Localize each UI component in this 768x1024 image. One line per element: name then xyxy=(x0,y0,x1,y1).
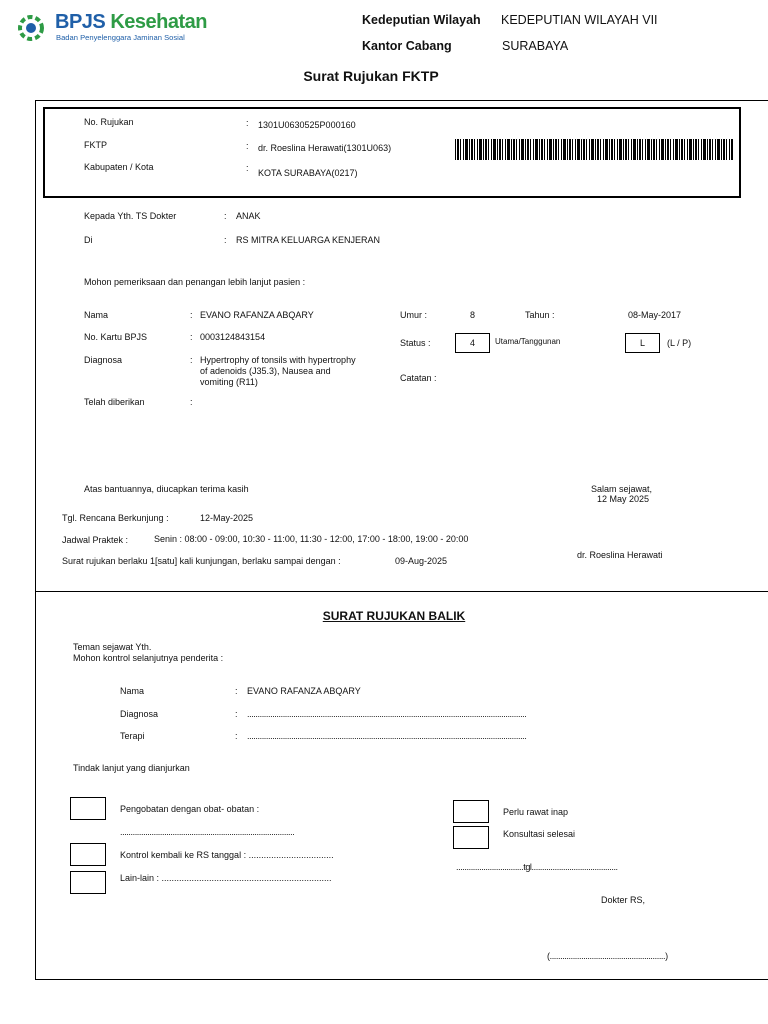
barcode xyxy=(455,139,733,160)
salam-text: Salam sejawat, xyxy=(591,484,653,494)
colon: : xyxy=(224,211,227,221)
balik-diagnosa-dots: ..................................................................................................................................... xyxy=(247,709,527,719)
colon: : xyxy=(190,355,193,365)
logo-subtitle: Badan Penyelenggara Jaminan Sosial xyxy=(56,33,185,42)
colon: : xyxy=(235,709,238,719)
opt-konsul-label: Konsultasi selesai xyxy=(503,829,576,839)
thanks-text: Atas bantuannya, diucapkan terima kasih xyxy=(84,484,249,494)
checkbox-konsultasi[interactable] xyxy=(453,826,489,849)
dokter-rs-label: Dokter RS, xyxy=(601,895,646,905)
diagnosa-label: Diagnosa xyxy=(84,355,123,365)
wilayah-value: KEDEPUTIAN WILAYAH VII xyxy=(501,13,658,27)
status-box: 4 xyxy=(455,333,490,353)
berlaku-value: 09-Aug-2025 xyxy=(395,556,448,566)
di-value: RS MITRA KELUARGA KENJERAN xyxy=(236,235,381,245)
colon: : xyxy=(235,731,238,741)
colon: : xyxy=(224,235,227,245)
no-rujukan-value: 1301U0630525P000160 xyxy=(258,120,356,130)
balik-nama-value: EVANO RAFANZA ABQARY xyxy=(247,686,361,696)
status-type: Utama/Tanggunan xyxy=(495,337,561,346)
berlaku-text: Surat rujukan berlaku 1[satu] kali kunjungan, berlaku sampai dengan : xyxy=(62,556,341,566)
signature-line: (.......................................................) xyxy=(547,951,668,961)
document-title: Surat Rujukan FKTP xyxy=(303,68,439,84)
rencana-value: 12-May-2025 xyxy=(200,513,254,523)
doctor-name: dr. Roeslina Herawati xyxy=(577,550,663,560)
opt-obat-label: Pengobatan dengan obat- obatan : xyxy=(120,804,260,814)
logo-brand: BPJS Kesehatan xyxy=(55,11,207,33)
opt-lain-label: Lain-lain : .................................................................... xyxy=(120,873,332,883)
diberikan-label: Telah diberikan xyxy=(84,397,145,407)
umur-label: Umur : xyxy=(400,310,427,320)
di-label: Di xyxy=(84,235,93,245)
bpjs-logo-icon xyxy=(17,14,45,42)
checkbox-rawat-inap[interactable] xyxy=(453,800,489,823)
balik-diagnosa-label: Diagnosa xyxy=(120,709,159,719)
diagnosa-line: of adenoids (J35.3), Nausea and xyxy=(200,366,331,376)
jadwal-value: Senin : 08:00 - 09:00, 10:30 - 11:00, 11:30 - 12:00, 17:00 - 18:00, 19:00 - 20:00 xyxy=(154,534,469,544)
balik-terapi-dots: ..................................................................................................................................... xyxy=(247,731,527,741)
wilayah-label: Kedeputian Wilayah xyxy=(362,13,481,27)
fktp-value: dr. Roeslina Herawati(1301U063) xyxy=(258,143,392,153)
tahun-label: Tahun : xyxy=(525,310,555,320)
rencana-label: Tgl. Rencana Berkunjung : xyxy=(62,513,169,523)
colon: : xyxy=(246,141,249,151)
colon: : xyxy=(246,163,249,173)
section-divider xyxy=(35,591,768,592)
kepada-label: Kepada Yth. TS Dokter xyxy=(84,211,177,221)
umur-value: 8 xyxy=(470,310,476,320)
no-rujukan-label: No. Rujukan xyxy=(84,117,134,127)
cabang-label: Kantor Cabang xyxy=(362,39,452,53)
opt-kontrol-label: Kontrol kembali ke RS tanggal : .................................. xyxy=(120,850,334,860)
sex-box: L xyxy=(625,333,660,353)
cabang-value: SURABAYA xyxy=(502,39,569,53)
checkbox-lain[interactable] xyxy=(70,871,106,894)
kartu-label: No. Kartu BPJS xyxy=(84,332,148,342)
colon: : xyxy=(190,332,193,342)
checkbox-obat[interactable] xyxy=(70,797,106,820)
kepada-value: ANAK xyxy=(236,211,261,221)
status-label: Status : xyxy=(400,338,431,348)
opt-rawat-label: Perlu rawat inap xyxy=(503,807,569,817)
diagnosa-value xyxy=(200,355,356,388)
balik-greeting: Teman sejawat Yth. xyxy=(73,642,152,652)
colon: : xyxy=(190,397,193,407)
colon: : xyxy=(235,686,238,696)
catatan-label: Catatan : xyxy=(400,373,437,383)
balik-nama-label: Nama xyxy=(120,686,145,696)
kabupaten-value: KOTA SURABAYA(0217) xyxy=(258,168,358,178)
nama-value: EVANO RAFANZA ABQARY xyxy=(200,310,314,320)
balik-terapi-label: Terapi xyxy=(120,731,145,741)
colon: : xyxy=(190,310,193,320)
request-text: Mohon pemeriksaan dan penangan lebih lanjut pasien : xyxy=(84,277,306,287)
tindak-lanjut-label: Tindak lanjut yang dianjurkan xyxy=(73,763,190,773)
tgl-line: ................................tgl......................................... xyxy=(456,862,618,872)
checkbox-kontrol[interactable] xyxy=(70,843,106,866)
tahun-value: 08-May-2017 xyxy=(628,310,682,320)
balik-title: SURAT RUJUKAN BALIK xyxy=(322,609,466,623)
kartu-value: 0003124843154 xyxy=(200,332,266,342)
diagnosa-line: Hypertrophy of tonsils with hypertrophy xyxy=(200,355,356,365)
nama-label: Nama xyxy=(84,310,109,320)
opt-obat-dots: ................................................................................... xyxy=(120,827,295,837)
sex-hint: (L / P) xyxy=(667,338,692,348)
kabupaten-label: Kabupaten / Kota xyxy=(84,162,154,172)
letter-date: 12 May 2025 xyxy=(597,494,650,504)
balik-request: Mohon kontrol selanjutnya penderita : xyxy=(73,653,224,663)
jadwal-label: Jadwal Praktek : xyxy=(62,535,129,545)
diagnosa-line: vomiting (R11) xyxy=(200,377,258,387)
fktp-label: FKTP xyxy=(84,140,108,150)
colon: : xyxy=(246,118,249,128)
